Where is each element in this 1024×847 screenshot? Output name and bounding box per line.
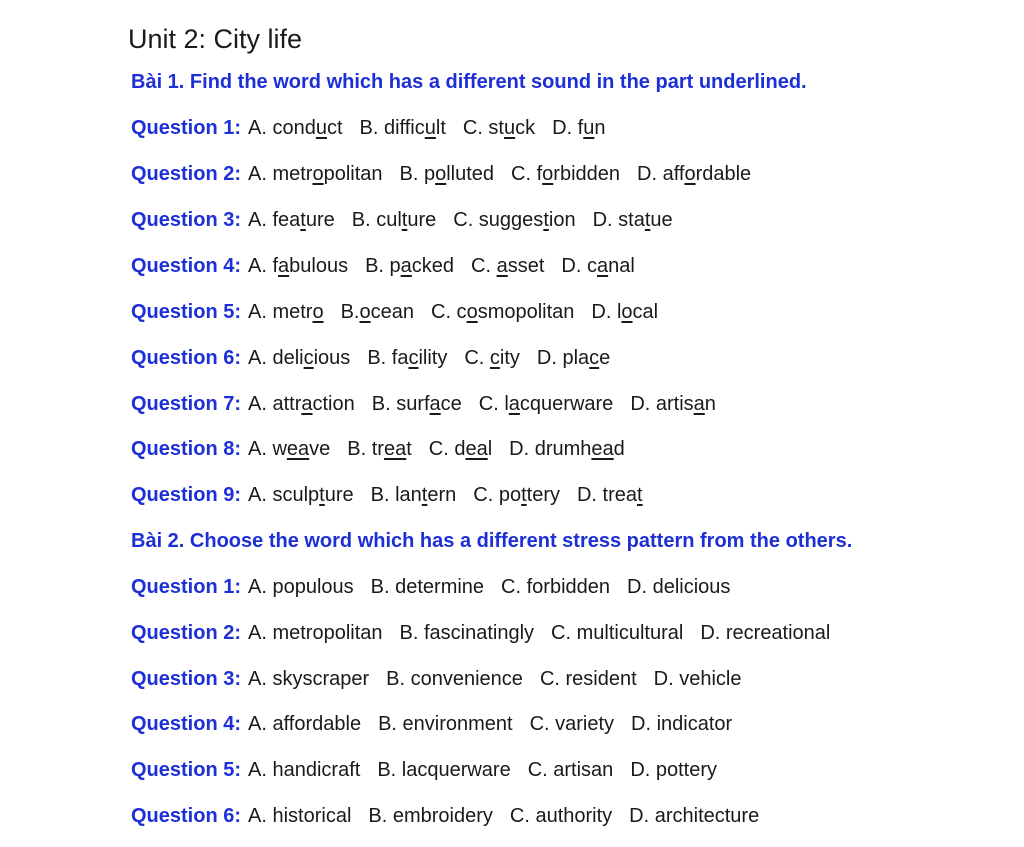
underlined-part: t xyxy=(300,209,306,231)
question-row xyxy=(131,209,673,232)
answer-option: B. facility xyxy=(367,347,448,369)
answer-option: B. fascinatingly xyxy=(399,622,535,644)
underlined-part: a xyxy=(596,255,609,277)
answer-option: C. stuck xyxy=(462,117,536,139)
answer-option: C. authority xyxy=(509,805,613,827)
underlined-part: c xyxy=(303,347,314,369)
question-label: Question 5: xyxy=(131,759,242,781)
answer-option: C. resident xyxy=(539,668,637,690)
answer-option: B. determine xyxy=(370,576,485,598)
answer-option: B. treat xyxy=(347,438,412,460)
answer-option: B. polluted xyxy=(399,163,495,185)
answer-option: B. embroidery xyxy=(368,805,493,827)
answer-option: B. convenience xyxy=(386,668,523,690)
answer-option: C. multicultural xyxy=(551,622,684,644)
answer-option: A. skyscraper xyxy=(248,668,370,690)
answer-option: D. architecture xyxy=(629,805,760,827)
underlined-part: u xyxy=(315,117,327,139)
underlined-part: ea xyxy=(286,438,310,460)
answer-option: A. metropolitan xyxy=(248,163,383,185)
answer-option: B. surface xyxy=(371,393,462,415)
underlined-part: a xyxy=(278,255,290,277)
underlined-part: a xyxy=(400,255,412,277)
underlined-part: ea xyxy=(591,438,614,460)
answer-option: D. delicious xyxy=(627,576,731,598)
underlined-part: o xyxy=(466,301,478,323)
underlined-part: t xyxy=(543,209,549,231)
answer-option: A. historical xyxy=(248,805,352,827)
underlined-part: o xyxy=(435,163,447,185)
answer-option: C. forbidden xyxy=(501,576,611,598)
section-1-heading: Bài 1. Find the word which has a different sound in the part underlined. xyxy=(131,71,807,93)
answer-option: B. packed xyxy=(365,255,455,277)
answer-option: D. fun xyxy=(552,117,606,139)
answer-option: A. weave xyxy=(248,438,331,460)
underlined-part: o xyxy=(542,163,554,185)
answer-option: B.ocean xyxy=(340,301,414,323)
question-label: Question 1: xyxy=(131,117,242,139)
question-row xyxy=(131,347,610,370)
question-row xyxy=(131,576,730,599)
underlined-part: u xyxy=(583,117,595,139)
question-row xyxy=(131,255,635,278)
section-2-heading: Bài 2. Choose the word which has a different stress pattern from the others. xyxy=(131,530,853,552)
answer-option: C. deal xyxy=(428,438,493,460)
answer-option: D. artisan xyxy=(630,393,716,415)
question-row xyxy=(131,759,717,782)
answer-option: B. lantern xyxy=(370,484,457,506)
question-label: Question 3: xyxy=(131,668,242,690)
answer-option: C. cosmopolitan xyxy=(431,301,575,323)
answer-option: A. fabulous xyxy=(248,255,349,277)
question-row xyxy=(131,393,716,416)
underlined-part: c xyxy=(589,347,600,369)
question-label: Question 4: xyxy=(131,255,242,277)
question-row xyxy=(131,622,830,645)
answer-option: D. pottery xyxy=(630,759,718,781)
answer-option: D. indicator xyxy=(631,713,733,735)
question-row xyxy=(131,713,732,736)
question-label: Question 9: xyxy=(131,484,242,506)
answer-option: D. place xyxy=(536,347,611,369)
question-row xyxy=(131,438,625,461)
underlined-part: o xyxy=(621,301,633,323)
underlined-part: t xyxy=(521,484,527,506)
question-row xyxy=(131,117,606,140)
answer-option: C. pottery xyxy=(473,484,560,506)
underlined-part: t xyxy=(401,209,408,231)
answer-option: A. delicious xyxy=(248,347,351,369)
answer-option: C. suggestion xyxy=(453,209,576,231)
answer-option: A. populous xyxy=(248,576,354,598)
question-row xyxy=(131,301,658,324)
question-label: Question 6: xyxy=(131,805,242,827)
answer-option: C. variety xyxy=(529,713,615,735)
underlined-part: t xyxy=(644,209,651,231)
question-label: Question 2: xyxy=(131,163,242,185)
underlined-part: t xyxy=(637,484,643,506)
question-row xyxy=(131,163,751,186)
question-row xyxy=(131,668,741,691)
answer-option: D. statue xyxy=(592,209,673,231)
answer-option: B. environment xyxy=(378,713,513,735)
answer-option: D. affordable xyxy=(637,163,752,185)
answer-option: A. handicraft xyxy=(248,759,361,781)
underlined-part: u xyxy=(424,117,436,139)
underlined-part: a xyxy=(693,393,705,415)
answer-option: B. culture xyxy=(351,209,437,231)
answer-option: C. city xyxy=(464,347,520,369)
question-label: Question 5: xyxy=(131,301,242,323)
underlined-part: ea xyxy=(383,438,407,460)
answer-option: D. local xyxy=(591,301,659,323)
underlined-part: a xyxy=(429,393,441,415)
answer-option: D. treat xyxy=(576,484,643,506)
answer-option: A. metropolitan xyxy=(248,622,383,644)
question-label: Question 1: xyxy=(131,576,242,598)
question-row xyxy=(131,484,643,507)
underlined-part: c xyxy=(489,347,500,369)
underlined-part: c xyxy=(408,347,419,369)
question-label: Question 7: xyxy=(131,393,242,415)
answer-option: C. lacquerware xyxy=(478,393,614,415)
underlined-part: ea xyxy=(465,438,488,460)
page-title: Unit 2: City life xyxy=(128,24,303,54)
question-label: Question 8: xyxy=(131,438,242,460)
underlined-part: o xyxy=(684,163,696,185)
answer-option: B. lacquerware xyxy=(377,759,511,781)
question-row xyxy=(131,805,759,828)
answer-option: D. vehicle xyxy=(653,668,742,690)
underlined-part: t xyxy=(319,484,325,506)
underlined-part: a xyxy=(508,393,520,415)
underlined-part: o xyxy=(359,301,371,323)
answer-option: A. conduct xyxy=(248,117,343,139)
underlined-part: u xyxy=(504,117,516,139)
answer-option: C. asset xyxy=(471,255,545,277)
answer-option: D. canal xyxy=(561,255,635,277)
answer-option: A. feature xyxy=(248,209,335,231)
answer-option: D. recreational xyxy=(700,622,831,644)
underlined-part: a xyxy=(301,393,313,415)
question-label: Question 4: xyxy=(131,713,242,735)
question-label: Question 3: xyxy=(131,209,242,231)
answer-option: B. difficult xyxy=(359,117,446,139)
answer-option: C. artisan xyxy=(527,759,614,781)
underlined-part: o xyxy=(312,301,324,323)
question-label: Question 2: xyxy=(131,622,242,644)
answer-option: A. metro xyxy=(248,301,324,323)
underlined-part: a xyxy=(496,255,508,277)
question-label: Question 6: xyxy=(131,347,242,369)
underlined-part: o xyxy=(312,163,324,185)
answer-option: C. forbidden xyxy=(511,163,621,185)
underlined-part: t xyxy=(421,484,428,506)
answer-option: D. drumhead xyxy=(509,438,625,460)
answer-option: A. affordable xyxy=(248,713,362,735)
answer-option: A. sculpture xyxy=(248,484,354,506)
answer-option: A. attraction xyxy=(248,393,355,415)
